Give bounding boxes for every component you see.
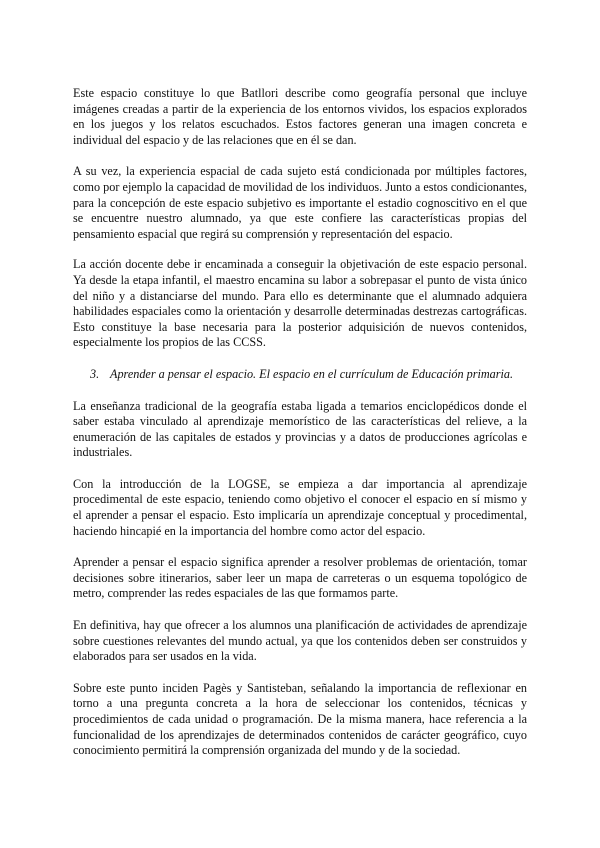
document-body — [73, 86, 527, 775]
section-heading-number: 3. — [90, 366, 100, 381]
section-heading-title: Aprender a pensar el espacio. El espacio en el currículum de Educación primaria. — [110, 366, 514, 381]
paragraph-experiencia-espacial: A su vez, la experiencia espacial de cada sujeto está condicionada por múltiples factores, como por ejemplo la capacidad de movilidad de los individuos. Junto a estos condicionantes, para la concepción de este espacio subjetivo es importante el estadio cognoscitivo en el que se encuentre nuestro alumnado, ya que este confiere las características propias del pensamiento espacial que regirá su comprensión y representación del espacio. — [73, 164, 527, 241]
paragraph-logse: Con la introducción de la LOGSE, se empieza a dar importancia al aprendizaje procedimental de este espacio, teniendo como objetivo el conocer el espacio en sí mismo y el aprender a pensar el espacio. Esto implicaría un aprendizaje conceptual y procedimental, haciendo hincapié en la importancia del hombre como actor del espacio. — [73, 476, 527, 538]
section-heading — [73, 367, 527, 383]
paragraph-en-definitiva: En definitiva, hay que ofrecer a los alumnos una planificación de actividades de aprendizaje sobre cuestiones relevantes del mundo actual, ya que los contenidos deben ser construidos y elaborados para ser usados en la vida. — [73, 618, 527, 664]
paragraph-geografia-personal: Este espacio constituye lo que Batllori describe como geografía personal que incluye imágenes creadas a partir de la experiencia de los entornos vividos, los espacios explorados en los juegos y los relatos escuchados. Estos factores generan una imagen concreta e individual del espacio y de las relaciones que en él se dan. — [73, 86, 527, 147]
paragraph-pensar-espacio: Aprender a pensar el espacio significa aprender a resolver problemas de orientación, tomar decisiones sobre itinerarios, saber leer un mapa de carreteras o un esquema topológico de metro, comprender las redes espaciales de las que formamos parte. — [73, 555, 527, 601]
paragraph-pages-santisteban: Sobre este punto inciden Pagès y Santisteban, señalando la importancia de reflexionar en torno a una pregunta concreta a la hora de seleccionar los contenidos, técnicas y procedimientos de cada unidad o programación. De la misma manera, hace referencia a la funcionalidad de los aprendizajes de determinados contenidos de carácter geográfico, cuyo conocimiento permitirá la comprensión organizada del mundo y de la sociedad. — [73, 680, 527, 758]
paragraph-ensenanza-tradicional: La enseñanza tradicional de la geografía estaba ligada a temarios enciclopédicos donde el saber estaba vinculado al aprendizaje memorístico de las características del relieve, a la enumeración de las capitales de estados y provincias y a datos de producciones agrícolas e industriales. — [73, 398, 527, 460]
paragraph-accion-docente: La acción docente debe ir encaminada a conseguir la objetivación de este espacio personal. Ya desde la etapa infantil, el maestro encamina su labor a sobrepasar el punto de vista único del niño y a distanciarse del mundo. Para ello es determinante que el alumnado adquiera habilidades espaciales como la orientación y desarrolle determinadas destrezas cartográficas. Esto constituye la base necesaria para la posterior adquisición de nuevos contenidos, especialmente los propios de las CCSS. — [73, 257, 527, 350]
